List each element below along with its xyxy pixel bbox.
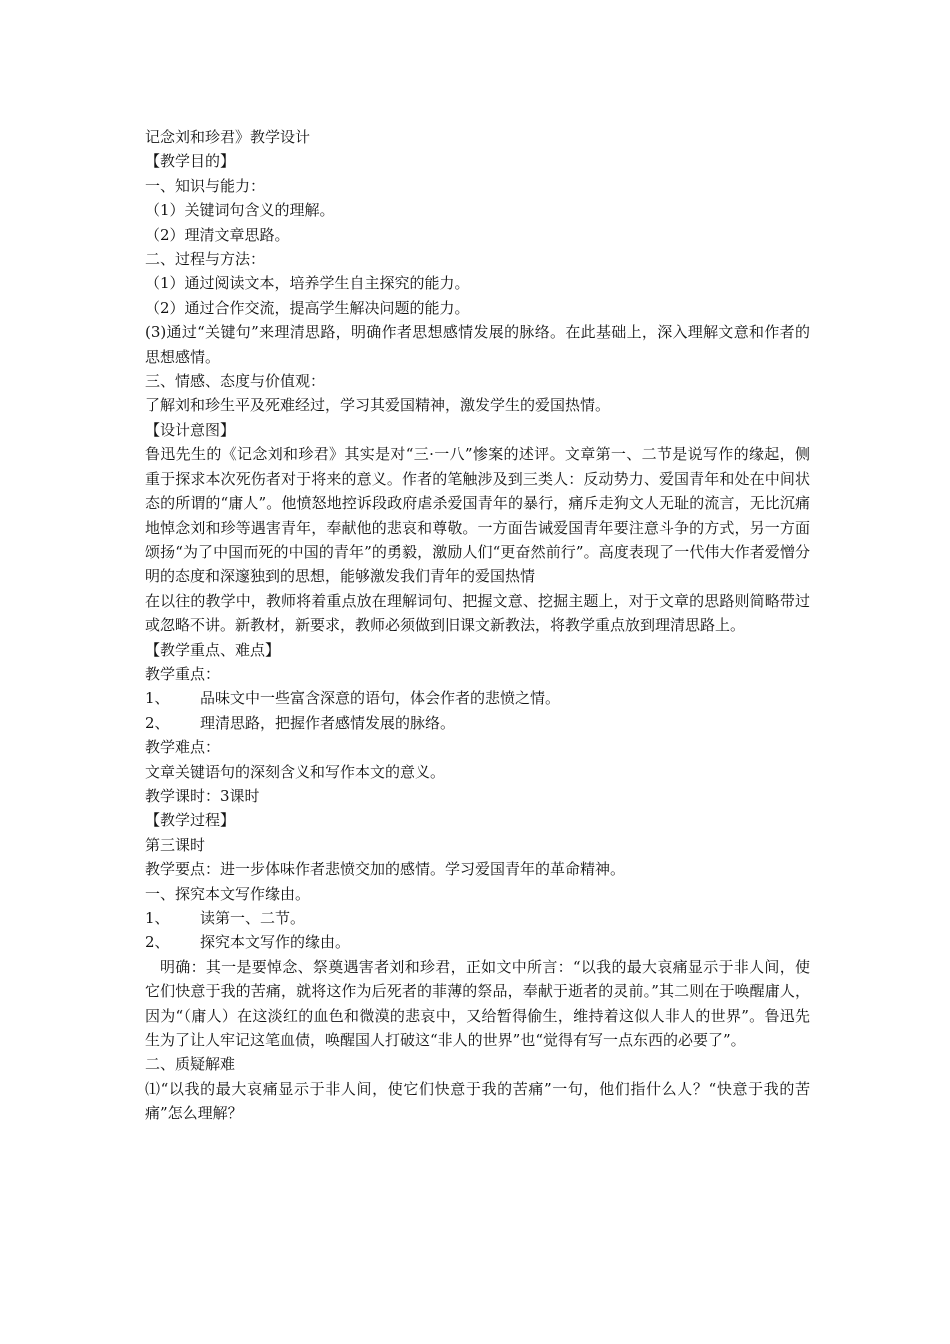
focus-heading: 教学重点： xyxy=(145,664,221,683)
section2-question: ⑴“以我的最大哀痛显示于非人间，使它们快意于我的苦痛”一句，他们指什么人？“快意于我的苦痛”怎么理解？ xyxy=(145,1079,810,1123)
item-number: 1、 xyxy=(145,689,170,708)
item-text: 探究本文写作的缘由。 xyxy=(200,933,351,952)
focus-item xyxy=(145,686,810,710)
knowledge-item: （2）理清文章思路。 xyxy=(145,225,290,244)
process-method-item: （2）通过合作交流，提高学生解决问题的能力。 xyxy=(145,298,470,317)
emotion-heading: 三、情感、态度与价值观： xyxy=(145,372,326,391)
process-method-item: （1）通过阅读文本，培养学生自主探究的能力。 xyxy=(145,274,470,293)
objectives-heading: 【教学目的】 xyxy=(145,152,236,171)
clarify-paragraph: 明确：其一是要悼念、祭奠遇害者刘和珍君，正如文中所言：“以我的最大哀痛显示于非人间，使它们快意于我的苦痛，就将这作为后死者的菲薄的祭品，奉献于逝者的灵前。”其二则在于唤醒庸人，因为“（庸人）在这淡红的血色和微漠的悲哀中，又给暂得偷生，维持着这似人非人的世界”。鲁迅先生为了让人牢记这笔血债，唤醒国人打破这“非人的世界”也“觉得有写一点东西的必要了”。 xyxy=(145,957,810,1050)
design-paragraph: 鲁迅先生的《记念刘和珍君》其实是对“三·一八”惨案的述评。文章第一、二节是说写作的缘起，侧重于探求本次死伤者对于将来的意义。作者的笔触涉及到三类人：反动势力、爱国青年和处在中间状态的所谓的“庸人”。他愤怒地控诉段政府虐杀爱国青年的暴行，痛斥走狗文人无耻的流言，无比沉痛地悼念刘和珍等遇害青年，奉献他的悲哀和尊敬。一方面告诫爱国青年要注意斗争的方式，另一方面颂扬“为了中国而死的中国的青年”的勇毅，激励人们“更奋然前行”。高度表现了一代伟大作者爱憎分明的态度和深邃独到的思想，能够激发我们青年的爱国热情 xyxy=(145,445,810,586)
class-hours: 教学课时：3课时 xyxy=(145,786,260,805)
document-title: 记念刘和珍君》教学设计 xyxy=(145,128,311,146)
item-number: 2、 xyxy=(145,933,170,952)
section1-item xyxy=(145,906,810,930)
design-heading: 【设计意图】 xyxy=(145,420,236,439)
emotion-text: 了解刘和珍生平及死难经过，学习其爱国精神，激发学生的爱国热情。 xyxy=(145,396,611,415)
section1-heading: 一、探究本文写作缘由。 xyxy=(145,884,311,903)
knowledge-item: （1）关键词句含义的理解。 xyxy=(145,201,335,220)
lesson-essentials: 教学要点：进一步体味作者悲愤交加的感情。学习爱国青年的革命精神。 xyxy=(145,860,626,879)
section1-item xyxy=(145,930,810,954)
difficulty-heading: 教学难点： xyxy=(145,738,221,757)
process-method-item: (3)通过“关键句”来理清思路，明确作者思想感情发展的脉络。在此基础上，深入理解文意和作者的思想感情。 xyxy=(145,323,810,366)
teaching-process-heading: 【教学过程】 xyxy=(145,811,236,830)
lesson-label: 第三课时 xyxy=(145,835,206,854)
process-method-heading: 二、过程与方法： xyxy=(145,250,266,269)
document-body xyxy=(145,125,810,1126)
knowledge-heading: 一、知识与能力： xyxy=(145,176,266,195)
item-text: 理清思路，把握作者感情发展的脉络。 xyxy=(200,713,456,732)
difficulty-text: 文章关键语句的深刻含义和写作本文的意义。 xyxy=(145,762,446,781)
key-points-heading: 【教学重点、难点】 xyxy=(145,640,281,659)
item-number: 1、 xyxy=(145,909,170,927)
item-text: 品味文中一些富含深意的语句，体会作者的悲愤之情。 xyxy=(200,689,561,708)
design-paragraph: 在以往的教学中，教师将着重点放在理解词句、把握文意、挖掘主题上，对于文章的思路则简略带过或忽略不讲。新教材，新要求，教师必须做到旧课文新教法，将教学重点放到理清思路上。 xyxy=(145,591,810,635)
item-number: 2、 xyxy=(145,713,170,732)
section2-heading: 二、质疑解难 xyxy=(145,1055,236,1074)
focus-item xyxy=(145,711,810,735)
item-text: 读第一、二节。 xyxy=(200,909,306,927)
